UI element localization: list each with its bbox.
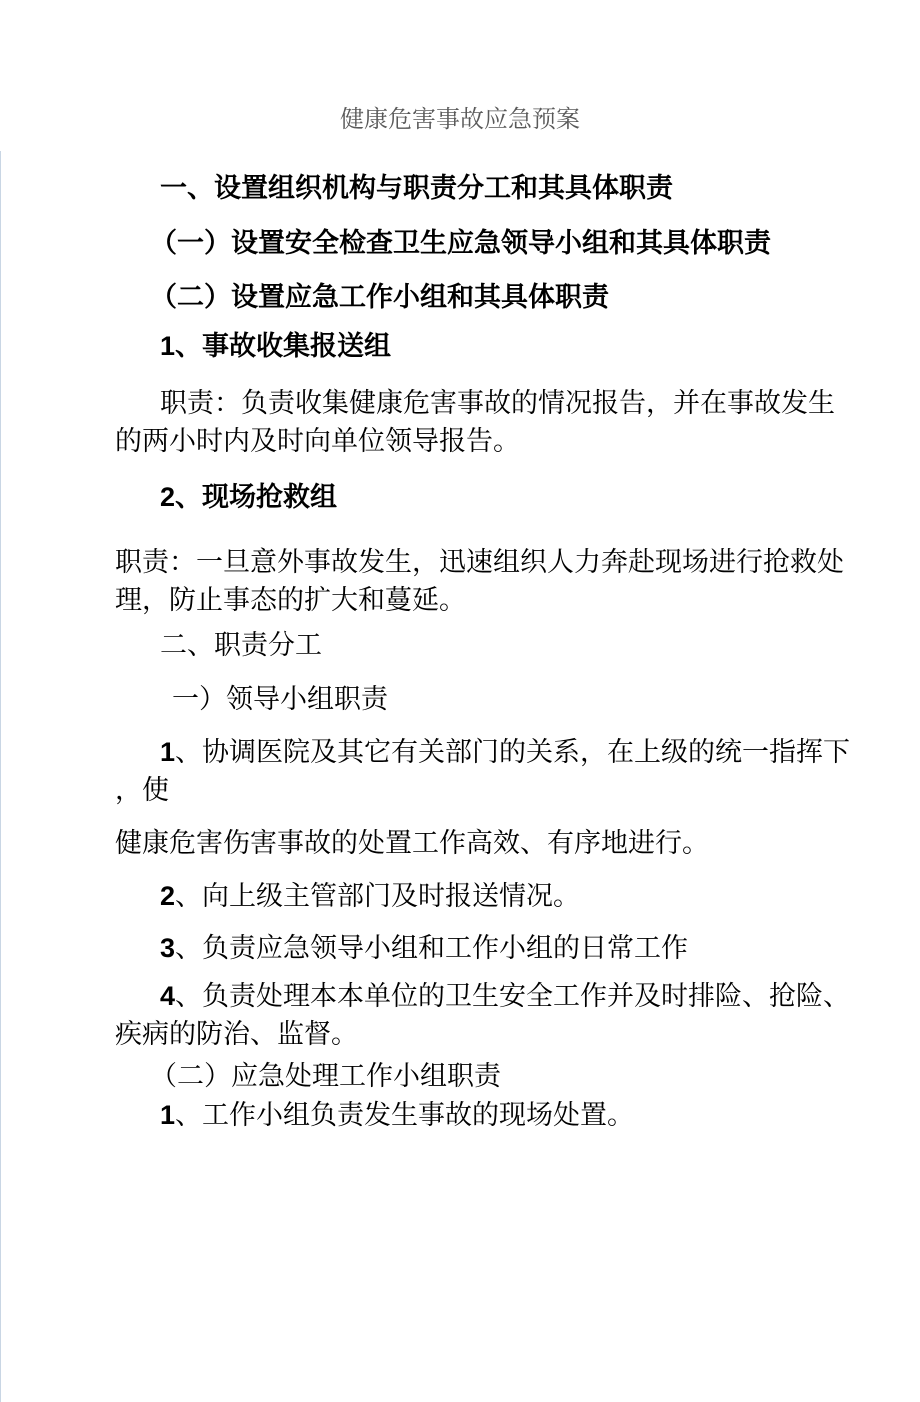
list-item-coordinate-line-1 [115, 733, 855, 771]
heading-work-group-duty [115, 1057, 855, 1095]
list-item-safety-work-line-1 [115, 977, 855, 1015]
item-text: 、工作小组负责发生事故的现场处置。 [175, 1100, 635, 1130]
heading-subsection-1-2 [115, 278, 855, 316]
paragraph-handling-work [115, 824, 855, 862]
paragraph-text: ，使 [115, 775, 169, 805]
paragraph-text: 疾病的防治、监督。 [115, 1019, 358, 1049]
heading-text: 一、设置组织机构与职责分工和其具体职责 [160, 173, 673, 203]
heading-text: （二）设置应急工作小组和其具体职责 [150, 282, 609, 312]
heading-text: 二、职责分工 [160, 630, 322, 660]
list-item-group-2 [115, 478, 855, 516]
heading-text: （一）设置安全检查卫生应急领导小组和其具体职责 [150, 228, 771, 258]
paragraph-duty-2-line-1 [115, 543, 855, 581]
list-item-coordinate-line-2 [115, 771, 855, 809]
list-item-scene-handling [115, 1096, 855, 1134]
paragraph-duty-1-line-2 [115, 422, 855, 460]
heading-text: （二）应急处理工作小组职责 [150, 1061, 501, 1091]
item-number: 3 [160, 933, 176, 963]
heading-section-1 [115, 169, 855, 207]
item-text: 、协调医院及其它有关部门的关系，在上级的统一指挥下 [175, 737, 851, 767]
item-number: 4 [160, 981, 176, 1011]
item-text: 、现场抢救组 [175, 482, 338, 512]
paragraph-text: 的两小时内及时向单位领导报告。 [115, 426, 520, 456]
paragraph-text: 职责：一旦意外事故发生，迅速组织人力奔赴现场进行抢救处 [115, 547, 844, 577]
paragraph-text: 职责：负责收集健康危害事故的情况报告，并在事故发生 [160, 388, 835, 418]
item-number: 1 [160, 737, 176, 767]
item-text: 、向上级主管部门及时报送情况。 [175, 881, 581, 911]
list-item-group-1 [115, 327, 855, 365]
list-item-safety-work-line-2 [115, 1015, 855, 1053]
item-number: 1 [160, 1100, 176, 1130]
heading-text: 一）领导小组职责 [172, 684, 388, 714]
item-number: 2 [160, 881, 176, 911]
heading-subsection-1-1 [115, 224, 855, 262]
item-text: 、负责处理本本单位的卫生安全工作并及时排险、抢险、 [175, 981, 851, 1011]
heading-section-2 [115, 626, 855, 664]
paragraph-text: 健康危害伤害事故的处置工作高效、有序地进行。 [115, 828, 709, 858]
item-text: 、事故收集报送组 [175, 331, 392, 361]
item-number: 2 [160, 482, 176, 512]
item-number: 1 [160, 331, 176, 361]
document-page [0, 101, 920, 1134]
list-item-daily-work [115, 929, 855, 967]
list-item-report-upward [115, 877, 855, 915]
paragraph-duty-2-line-2 [115, 581, 855, 619]
paragraph-duty-1-line-1 [115, 384, 855, 422]
paragraph-text: 理，防止事态的扩大和蔓延。 [115, 585, 466, 615]
item-text: 、负责应急领导小组和工作小组的日常工作 [175, 933, 689, 963]
heading-leader-group-duty [115, 680, 855, 718]
page-title: 健康危害事故应急预案 [340, 106, 580, 133]
document-body [0, 169, 920, 1134]
